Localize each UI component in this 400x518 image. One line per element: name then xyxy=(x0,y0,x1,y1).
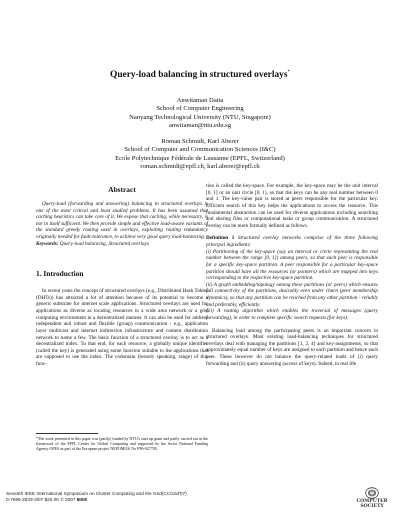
author-block-epfl xyxy=(0,138,400,171)
ieee-logo-text: IEEE xyxy=(76,497,88,502)
footnote-rule xyxy=(36,433,98,434)
title-text: Query-load balancing in structured overlays xyxy=(110,70,288,81)
keywords-line xyxy=(36,241,208,248)
title-footnote-mark: * xyxy=(287,70,290,75)
keywords-label: Keywords: xyxy=(36,240,59,247)
footnote: *The work presented in this paper was (partly) funded by NTU's start up grant and partly carried out in the framework of the EPFL Center for Global Computing and supported by the Swiss National Funding Agency OFES as part of the European project NEPOMUK No FP6-027705. xyxy=(36,436,208,452)
author-email: anwitaman@ntu.edu.sg xyxy=(168,121,232,129)
logo-line-1: COMPUTER xyxy=(356,499,388,504)
abstract-heading: Abstract xyxy=(108,185,136,194)
computer-society-logo xyxy=(352,487,392,513)
computer-society-seal-icon xyxy=(365,487,379,499)
definition-item-1: (i) Partitioning of the key-space (say an interval or circle representing the real number between the range [0, 1]) among peers, so that each peer is responsible for a specific key-space partition. A peer responsible for a particular key-space partition should have all the resources (or pointers) which are mapped into keys corresponding to the respective key-space partition. xyxy=(206,248,378,282)
author-names: Roman Schmidt, Karl Aberer xyxy=(161,138,239,145)
author-department: School of Computer Engineering xyxy=(156,105,244,113)
author-department: School of Computer and Communication Sciences (I&C) xyxy=(124,146,276,154)
conference-footer xyxy=(6,491,187,503)
definition-item-3: (iii) A routing algorithm which enables the traversal of messages (query forwarding), in order to complete specific search requests (for keys). xyxy=(206,308,378,321)
author-institution: Nanyang Technological University (NTU, Singapore) xyxy=(129,113,271,121)
definition-block xyxy=(206,235,378,321)
paper-title xyxy=(0,67,400,81)
computer-society-name xyxy=(352,499,392,509)
keywords-text: Query-load balancing, Structured overlays xyxy=(59,240,149,247)
definition-label: Definition 1 xyxy=(206,235,235,242)
author-emails: roman.schmidt@epfl.ch, karl.aberer@epfl.ch xyxy=(140,162,260,170)
definition-item-2: (ii) A graph embedding/topology among these partitions (or peers) which ensures full connectivity of the partitions, desirably even under churn (peer membership dynamics), so that any partition can be reached from any other partition - reliably and preferably, efficiently. xyxy=(206,281,378,308)
author-institution: Ecole Polytechnique Fédérale de Lausanne (EPFL, Switzerland) xyxy=(115,154,285,162)
left-column xyxy=(36,185,208,368)
load-balancing-paragraph: Balancing load among the participating peers is an important concern in structured overlays. Most existing load-balancing techniques for structured overlays deal with managing the partitions [1, 2, 4] and key-assignments, so that approximately equal number of keys are assigned to each partition and hence each peer. These however do not balance the query-related loads of (i) query forwarding and (ii) query answering (access of keys). Indeed, in real life xyxy=(206,327,378,367)
author-block-ntu xyxy=(0,97,400,130)
right-column xyxy=(206,183,378,367)
author-name: Anwitaman Datta xyxy=(176,97,224,104)
definition-intro: Structured overlay networks comprise of the three following principal ingredients: xyxy=(206,235,379,248)
introduction-heading: 1. Introduction xyxy=(36,269,84,279)
footer-line-2: 0-7695-2833-3/07 $20.00 © 2007 xyxy=(6,497,76,502)
footer-line-1: Seventh IEEE International Symposium on Cluster Computing and the Grid(CCGrid'07) xyxy=(6,491,187,496)
keyspace-paragraph: tion is called the key-space. For example, the key-space may be the unit interval [0, 1] or an unit circle [0, 1), so that the keys can be any real number between 0 and 1. The key-value pair is stored at peers responsible for the particular key. Efficient search of this key helps the applications to access the resource. This fundamental abstraction can be used for diverse applications including searching and sharing files or computational tasks or group communication. A structured overlay can be more formally defined as follows. xyxy=(206,183,378,229)
introduction-text: In recent years the concept of structured overlays (e.g., Distributed Hash Tables (DHTs)) has attracted a lot of attention because of its potential to become a generic substrate for internet scale applications. Structured overlays are used for applications as diverse as locating resources in a wide area network or a grid computing environment in a decentralized manner. It can also be used for address independent and robust and flexible (group) communication - e.g., application layer multicast and internet indirection infrastructure and content distribution network to name a few. The basic function of a structured overlay is to act as a decentralized index. To that end, for each resource, a globally unique identifier (called the key) is generated using some function suitable to the applications that are supposed to use the index. The codomain (loosely speaking, range) of this func- xyxy=(36,288,208,368)
logo-line-2: SOCIETY xyxy=(360,504,384,509)
abstract-text: Query-load (forwarding and answering) balancing in structured overlays is one of the most critical and least studied problems. It has been assumed that caching heuristics can take care of it. We expose that caching, while necessary, is not in itself sufficient. We then provide simple and effective load-aware variants of the standard greedy routing used in overlays, exploiting routing redundancy originally needed for fault-tolerance, to achieve very good query load-balancing. xyxy=(36,201,208,240)
